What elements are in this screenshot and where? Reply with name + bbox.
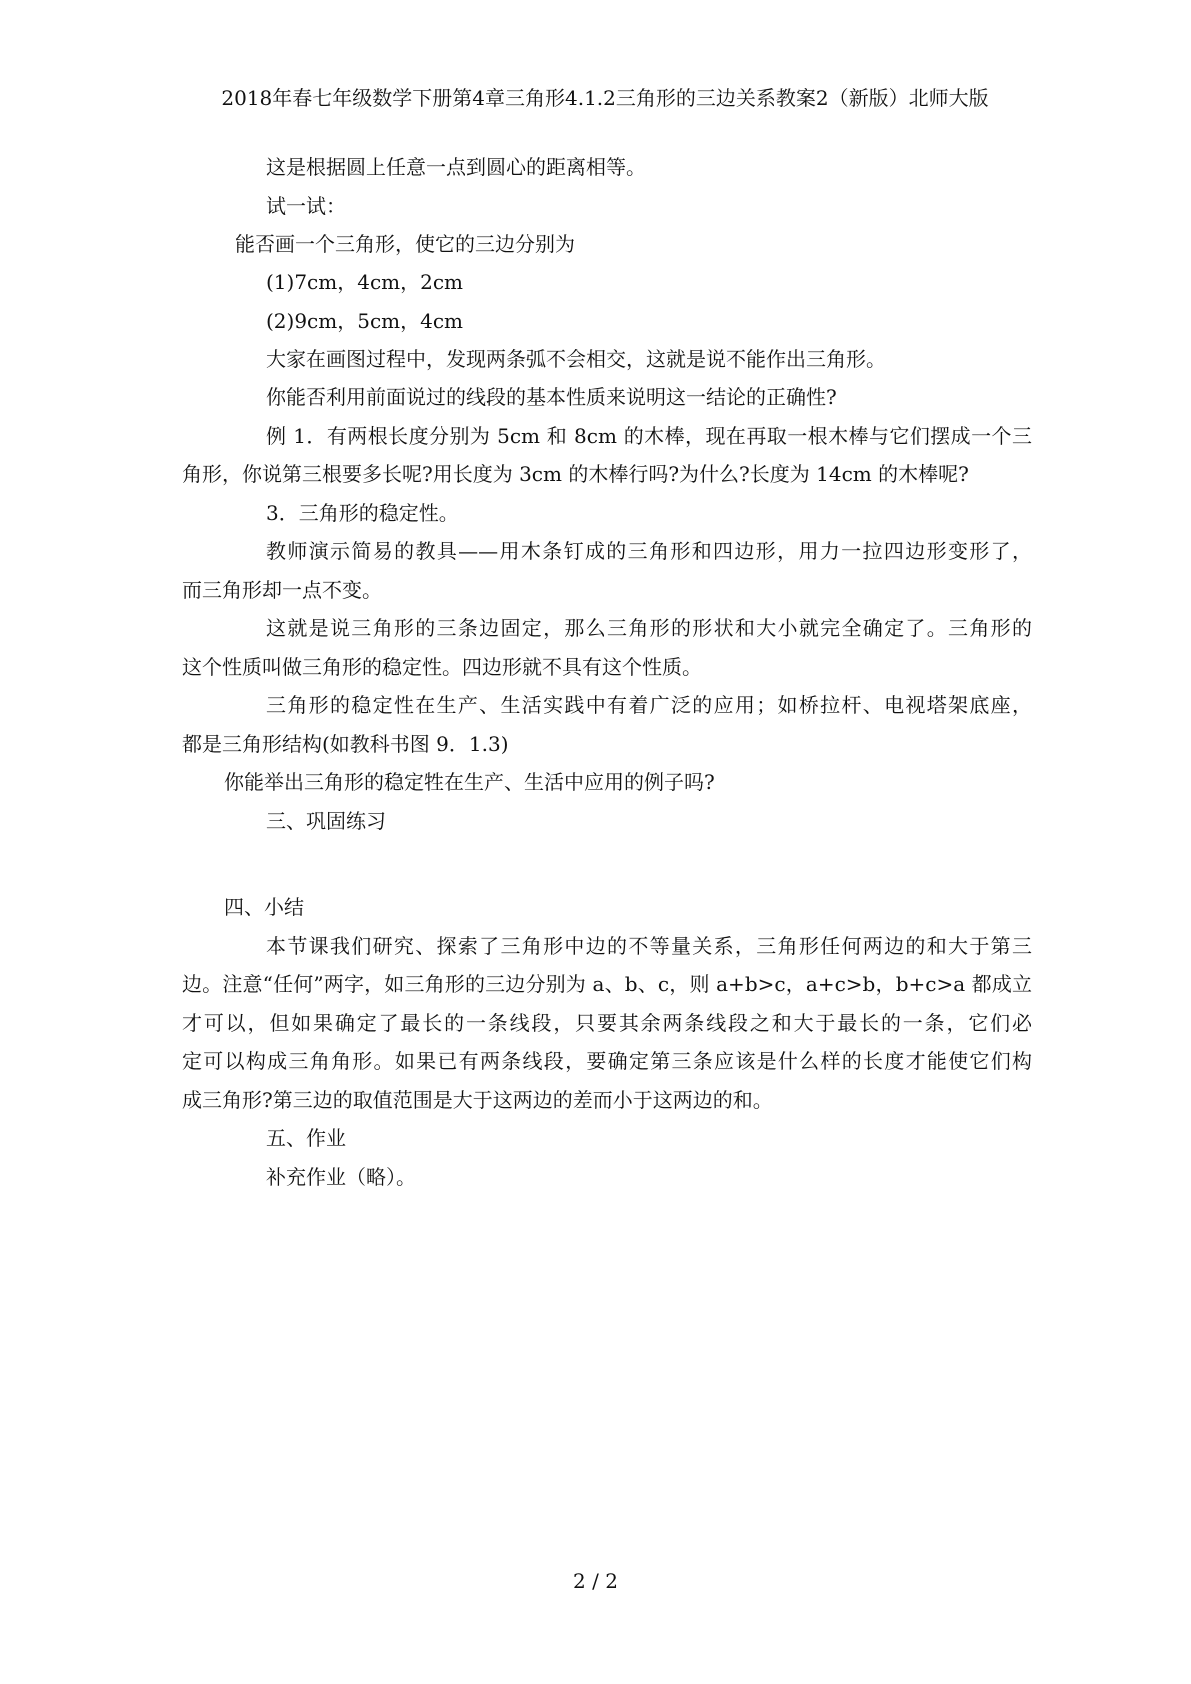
paragraph: 这就是说三角形的三条边固定，那么三角形的形状和大小就完全确定了。三角形的 (266, 616, 1032, 640)
paragraph: 教师演示简易的教具——用木条钉成的三角形和四边形，用力一拉四边形变形了， (266, 539, 1032, 563)
paragraph: 成三角形?第三边的取值范围是大于这两边的差而小于这两边的和。 (182, 1088, 773, 1112)
paragraph: 大家在画图过程中，发现两条弧不会相交，这就是说不能作出三角形。 (266, 347, 886, 371)
paragraph: 这个性质叫做三角形的稳定性。四边形就不具有这个性质。 (182, 655, 702, 679)
paragraph: 边。注意“任何”两字，如三角形的三边分别为 a、b、c，则 a+b>c，a+c>b，b+c>a 都成立 (182, 972, 1032, 996)
paragraph: 三角形的稳定性在生产、生活实践中有着广泛的应用；如桥拉杆、电视塔架底座， (266, 693, 1032, 717)
paragraph: (2)9cm，5cm，4cm (266, 309, 464, 333)
paragraph: 例 1．有两根长度分别为 5cm 和 8cm 的木棒，现在再取一根木棒与它们摆成一个三 (266, 424, 1032, 448)
paragraph: 这是根据圆上任意一点到圆心的距离相等。 (266, 155, 646, 179)
paragraph: 你能举出三角形的稳定牲在生产、生活中应用的例子吗? (224, 770, 715, 794)
paragraph: 你能否利用前面说过的线段的基本性质来说明这一结论的正确性? (266, 385, 837, 409)
section-heading: 三、巩固练习 (266, 809, 386, 833)
paragraph: 角形，你说第三根要多长呢?用长度为 3cm 的木棒行吗?为什么?长度为 14cm 的木棒呢? (182, 462, 969, 486)
paragraph: 补充作业（略）。 (266, 1165, 416, 1189)
paragraph: 定可以构成三角角形。如果已有两条线段，要确定第三条应该是什么样的长度才能使它们构 (182, 1049, 1032, 1073)
section-heading: 四、小结 (224, 895, 304, 919)
page-header: 2018年春七年级数学下册第4章三角形4.1.2三角形的三边关系教案2（新版）北师大版 (221, 86, 989, 110)
paragraph: 试一试： (266, 194, 346, 218)
paragraph: (1)7cm，4cm，2cm (266, 270, 464, 294)
paragraph: 本节课我们研究、探索了三角形中边的不等量关系，三角形任何两边的和大于第三 (266, 934, 1032, 958)
section-heading: 3．三角形的稳定性。 (266, 501, 459, 525)
page-number: 2 / 2 (573, 1569, 618, 1593)
paragraph: 而三角形却一点不变。 (182, 578, 382, 602)
section-heading: 五、作业 (266, 1126, 346, 1150)
paragraph: 才可以，但如果确定了最长的一条线段，只要其余两条线段之和大于最长的一条，它们必 (182, 1011, 1032, 1035)
paragraph: 都是三角形结构(如教科书图 9．1.3) (182, 732, 509, 756)
paragraph: 能否画一个三角形，使它的三边分别为 (235, 232, 575, 256)
